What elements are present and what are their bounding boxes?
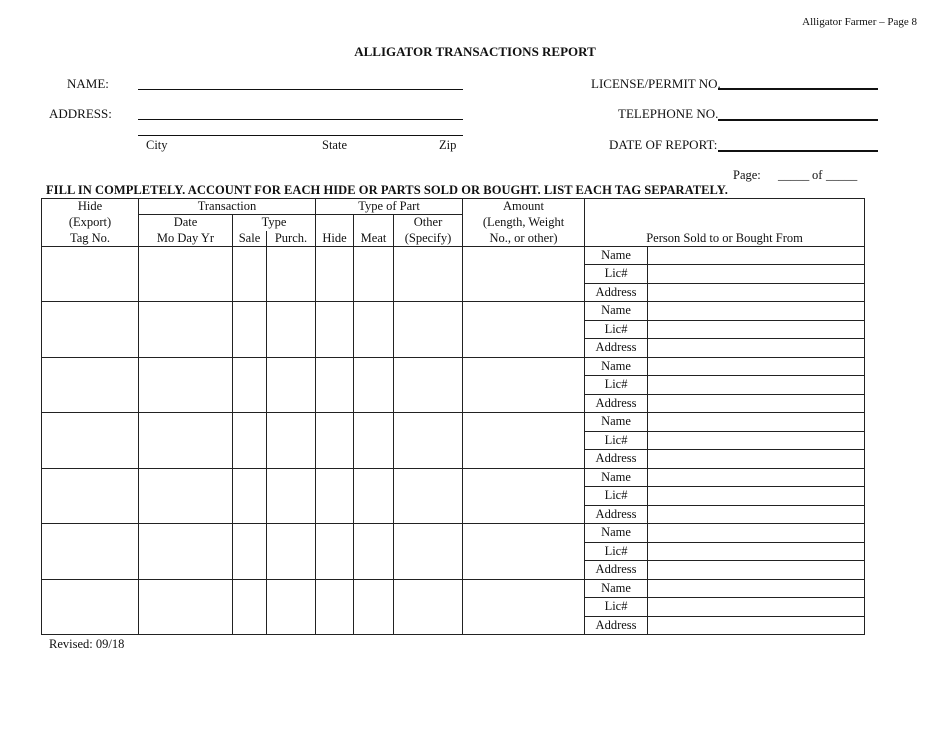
date-cell[interactable] <box>139 468 233 524</box>
hide-export-header: (Export) <box>42 215 139 231</box>
other-part-cell[interactable] <box>394 468 463 524</box>
other-part-cell[interactable] <box>394 413 463 469</box>
name-row-label: Name <box>585 524 648 543</box>
meat-part-cell[interactable] <box>354 302 394 358</box>
table-row <box>42 246 865 265</box>
tag-no-cell[interactable] <box>42 579 139 635</box>
tag-no-cell[interactable] <box>42 302 139 358</box>
page-label: Page: <box>733 168 761 182</box>
lic-entry-field[interactable] <box>648 320 865 339</box>
address-row-label: Address <box>585 450 648 469</box>
amount-cell[interactable] <box>463 302 585 358</box>
amount-length-header: (Length, Weight <box>463 215 585 231</box>
name-label: NAME: <box>67 76 109 91</box>
hide-part-cell[interactable] <box>316 468 354 524</box>
mo-day-yr-header: Mo Day Yr <box>139 231 233 247</box>
transactions-table <box>41 198 865 635</box>
name-entry-field[interactable] <box>648 579 865 598</box>
meat-part-cell[interactable] <box>354 246 394 302</box>
zip-label: Zip <box>439 138 457 152</box>
name-entry-field[interactable] <box>648 357 865 376</box>
lic-entry-field[interactable] <box>648 265 865 284</box>
sale-cell[interactable] <box>233 302 267 358</box>
amount-cell[interactable] <box>463 468 585 524</box>
amount-cell[interactable] <box>463 579 585 635</box>
telephone-field[interactable] <box>718 119 878 121</box>
amount-cell[interactable] <box>463 246 585 302</box>
tag-no-header: Tag No. <box>42 231 139 247</box>
purch-cell[interactable] <box>267 246 316 302</box>
page-header: Alligator Farmer – Page 8 <box>802 16 917 28</box>
table-row <box>42 579 865 598</box>
revised-date: Revised: 09/18 <box>49 637 125 651</box>
date-cell[interactable] <box>139 579 233 635</box>
meat-part-header-top <box>354 215 394 231</box>
state-label: State <box>322 138 347 152</box>
table-header <box>42 199 865 247</box>
name-entry-field[interactable] <box>648 302 865 321</box>
name-entry-field[interactable] <box>648 524 865 543</box>
lic-row-label: Lic# <box>585 265 648 284</box>
purch-cell[interactable] <box>267 468 316 524</box>
hide-tag-header: Hide <box>42 199 139 215</box>
sale-cell[interactable] <box>233 579 267 635</box>
date-of-report-field[interactable] <box>718 150 878 152</box>
city-label: City <box>146 138 168 152</box>
tag-no-cell[interactable] <box>42 357 139 413</box>
report-title: ALLIGATOR TRANSACTIONS REPORT <box>354 44 596 59</box>
date-cell[interactable] <box>139 302 233 358</box>
table-body <box>42 246 865 635</box>
name-row-label: Name <box>585 246 648 265</box>
other-part-cell[interactable] <box>394 246 463 302</box>
person-header-spacer <box>585 199 865 215</box>
name-row-label: Name <box>585 302 648 321</box>
purch-header: Purch. <box>267 231 316 247</box>
purch-cell[interactable] <box>267 524 316 580</box>
meat-part-cell[interactable] <box>354 468 394 524</box>
table-row <box>42 302 865 321</box>
lic-entry-field[interactable] <box>648 431 865 450</box>
date-cell[interactable] <box>139 357 233 413</box>
hide-part-cell[interactable] <box>316 357 354 413</box>
sale-cell[interactable] <box>233 468 267 524</box>
amount-cell[interactable] <box>463 413 585 469</box>
meat-part-cell[interactable] <box>354 524 394 580</box>
specify-header: (Specify) <box>394 231 463 247</box>
other-part-cell[interactable] <box>394 524 463 580</box>
hide-part-header-top <box>316 215 354 231</box>
address-entry-field[interactable] <box>648 394 865 413</box>
sale-cell[interactable] <box>233 413 267 469</box>
telephone-label: TELEPHONE NO. <box>618 106 719 121</box>
page-total-field[interactable]: _____ <box>826 168 858 182</box>
tag-no-cell[interactable] <box>42 468 139 524</box>
meat-part-cell[interactable] <box>354 413 394 469</box>
amount-cell[interactable] <box>463 357 585 413</box>
other-part-cell[interactable] <box>394 579 463 635</box>
tag-no-cell[interactable] <box>42 524 139 580</box>
address-row-label: Address <box>585 394 648 413</box>
type-header: Type <box>233 215 316 231</box>
other-part-cell[interactable] <box>394 357 463 413</box>
transaction-header: Transaction <box>139 199 316 215</box>
name-row-label: Name <box>585 579 648 598</box>
hide-part-cell[interactable] <box>316 524 354 580</box>
address-row-label: Address <box>585 616 648 635</box>
person-header-spacer-2 <box>585 215 865 231</box>
amount-other-header: No., or other) <box>463 231 585 247</box>
table-row <box>42 413 865 432</box>
type-of-part-header: Type of Part <box>316 199 463 215</box>
other-part-cell[interactable] <box>394 302 463 358</box>
name-entry-field[interactable] <box>648 468 865 487</box>
address-row-label: Address <box>585 505 648 524</box>
sale-cell[interactable] <box>233 246 267 302</box>
hide-part-cell[interactable] <box>316 246 354 302</box>
address-row-label: Address <box>585 561 648 580</box>
address-entry-field[interactable] <box>648 505 865 524</box>
meat-part-cell[interactable] <box>354 579 394 635</box>
purch-cell[interactable] <box>267 579 316 635</box>
address-entry-field[interactable] <box>648 616 865 635</box>
other-header: Other <box>394 215 463 231</box>
hide-part-header: Hide <box>316 231 354 247</box>
lic-row-label: Lic# <box>585 320 648 339</box>
address-row-label: Address <box>585 283 648 302</box>
lic-row-label: Lic# <box>585 542 648 561</box>
address-entry-field[interactable] <box>648 450 865 469</box>
sale-header: Sale <box>233 231 267 247</box>
purch-cell[interactable] <box>267 357 316 413</box>
lic-entry-field[interactable] <box>648 598 865 617</box>
purch-cell[interactable] <box>267 413 316 469</box>
of-label: of <box>812 168 823 182</box>
table-row <box>42 468 865 487</box>
lic-row-label: Lic# <box>585 487 648 506</box>
address-label: ADDRESS: <box>49 106 112 121</box>
address-row-label: Address <box>585 339 648 358</box>
name-entry-field[interactable] <box>648 246 865 265</box>
instructions: FILL IN COMPLETELY. ACCOUNT FOR EACH HIDE OR PARTS SOLD OR BOUGHT. LIST EACH TAG SEPARATELY. <box>46 183 728 197</box>
lic-entry-field[interactable] <box>648 376 865 395</box>
city-state-zip-field[interactable] <box>138 135 463 136</box>
person-header: Person Sold to or Bought From <box>585 231 865 247</box>
date-of-report-label: DATE OF REPORT: <box>609 137 718 152</box>
lic-row-label: Lic# <box>585 431 648 450</box>
name-row-label: Name <box>585 468 648 487</box>
date-header: Date <box>139 215 233 231</box>
tag-no-cell[interactable] <box>42 413 139 469</box>
hide-part-cell[interactable] <box>316 302 354 358</box>
name-entry-field[interactable] <box>648 413 865 432</box>
meat-part-header: Meat <box>354 231 394 247</box>
lic-entry-field[interactable] <box>648 487 865 506</box>
table-row <box>42 357 865 376</box>
name-row-label: Name <box>585 413 648 432</box>
meat-part-cell[interactable] <box>354 357 394 413</box>
license-label: LICENSE/PERMIT NO. <box>591 76 721 91</box>
name-field[interactable] <box>138 89 463 90</box>
date-cell[interactable] <box>139 246 233 302</box>
page-number-field[interactable]: _____ <box>778 168 810 182</box>
license-field[interactable] <box>718 88 878 90</box>
table-row <box>42 524 865 543</box>
hide-part-cell[interactable] <box>316 413 354 469</box>
address-entry-field[interactable] <box>648 339 865 358</box>
purch-cell[interactable] <box>267 302 316 358</box>
address-entry-field[interactable] <box>648 561 865 580</box>
lic-row-label: Lic# <box>585 598 648 617</box>
amount-header: Amount <box>463 199 585 215</box>
sale-cell[interactable] <box>233 357 267 413</box>
address-field[interactable] <box>138 119 463 120</box>
address-entry-field[interactable] <box>648 283 865 302</box>
sale-cell[interactable] <box>233 524 267 580</box>
date-cell[interactable] <box>139 524 233 580</box>
name-row-label: Name <box>585 357 648 376</box>
amount-cell[interactable] <box>463 524 585 580</box>
tag-no-cell[interactable] <box>42 246 139 302</box>
lic-entry-field[interactable] <box>648 542 865 561</box>
date-cell[interactable] <box>139 413 233 469</box>
hide-part-cell[interactable] <box>316 579 354 635</box>
lic-row-label: Lic# <box>585 376 648 395</box>
